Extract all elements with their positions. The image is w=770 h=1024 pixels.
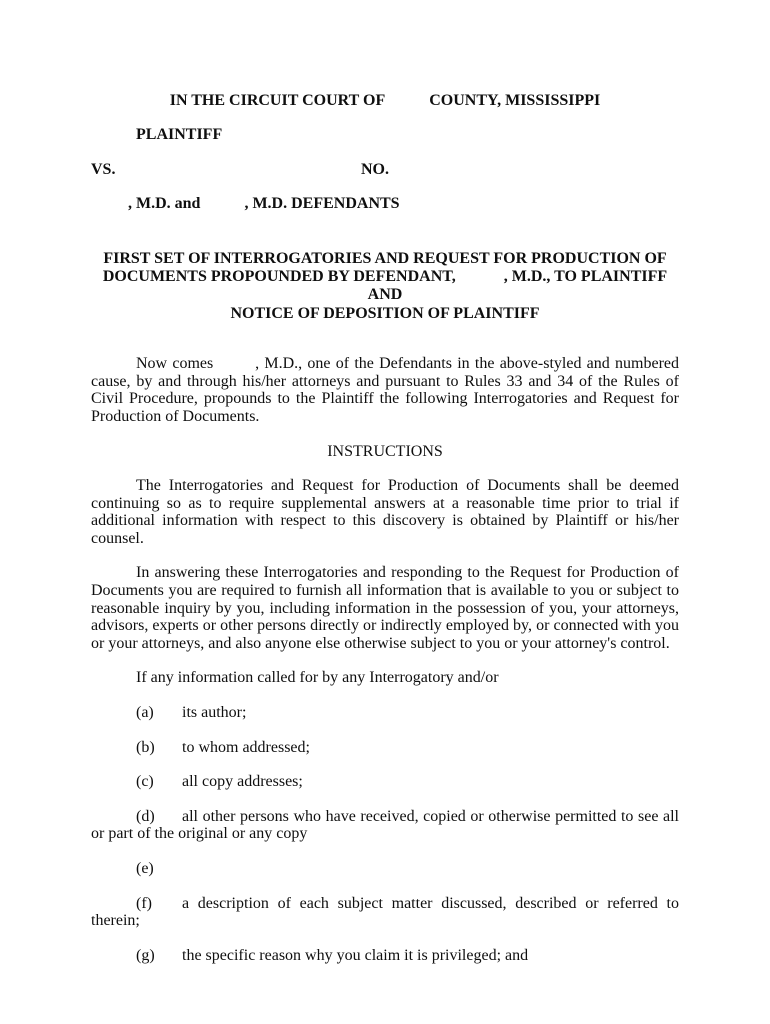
- plaintiff-line: PLAINTIFF: [136, 126, 223, 144]
- list-item-c-label: (c): [136, 773, 154, 791]
- document-title-line-2: DOCUMENTS PROPOUNDED BY DEFENDANT, , M.D., TO PLAINTIFF AND: [102, 267, 668, 304]
- court-name-line: IN THE CIRCUIT COURT OF COUNTY, MISSISSIPPI: [169, 92, 601, 109]
- document-title-line-3: NOTICE OF DEPOSITION OF PLAINTIFF: [230, 304, 540, 322]
- instructions-heading: INSTRUCTIONS: [327, 442, 443, 460]
- vs-case-number-line: [91, 161, 679, 179]
- document-title: [91, 250, 679, 324]
- list-item-d-label: (d): [136, 807, 155, 825]
- list-item-c: [91, 773, 679, 791]
- case-number-label: NO.: [361, 160, 389, 178]
- list-item-b-label: (b): [136, 738, 155, 756]
- list-item-g-label: (g): [136, 946, 155, 964]
- list-item-c-text: all copy addresses;: [182, 773, 303, 791]
- list-item-f: [91, 895, 679, 930]
- intro-paragraph: Now comes , M.D., one of the Defendants in the above-styled and numbered cause, by and through his/her attorneys and pursuant to Rules 33 and 34 of the Rules of Civil Procedure, propounds to the Plaintiff the following Interrogatories and Request for Production of Documents.: [91, 355, 679, 425]
- list-item-e: [91, 860, 679, 878]
- list-item-a-label: (a): [136, 704, 154, 722]
- list-item-d: [91, 808, 679, 843]
- defendants-line: , M.D. and , M.D. DEFENDANTS: [128, 195, 400, 213]
- list-item-e-label: (e): [136, 860, 154, 877]
- list-item-f-text: a description of each subject matter discussed, described or referred to therein;: [91, 894, 679, 930]
- list-item-a: [91, 704, 679, 722]
- vs-label: VS.: [91, 160, 116, 178]
- list-item-g: [91, 947, 679, 965]
- list-item-f-label: (f): [136, 894, 152, 912]
- privilege-intro-line: If any information called for by any Interrogatory and/or: [136, 669, 499, 687]
- list-item-b-text: to whom addressed;: [182, 738, 310, 756]
- case-caption: [91, 92, 679, 214]
- list-item-b: [91, 739, 679, 757]
- answering-requirements-paragraph: In answering these Interrogatories and responding to the Request for Production of Documents you are required to furnish all information that is available to you or subject to reasonable inquiry by you, including information in the possession of you, your attorneys, advisors, experts or other persons directly or indirectly employed by, or connected with you or your attorneys, and also anyone else otherwise subject to you or your attorney's control.: [91, 564, 679, 652]
- list-item-d-text: all other persons who have received, copied or otherwise permitted to see all or part of the original or any copy: [91, 807, 679, 843]
- list-item-g-text: the specific reason why you claim it is privileged; and: [182, 946, 529, 964]
- document-title-line-1: FIRST SET OF INTERROGATORIES AND REQUEST FOR PRODUCTION OF: [103, 249, 667, 267]
- continuing-answers-paragraph: The Interrogatories and Request for Production of Documents shall be deemed continuing so as to require supplemental answers at a reasonable time prior to trial if additional information with respect to this discovery is obtained by Plaintiff or his/her counsel.: [91, 477, 679, 547]
- list-item-a-text: its author;: [182, 704, 247, 722]
